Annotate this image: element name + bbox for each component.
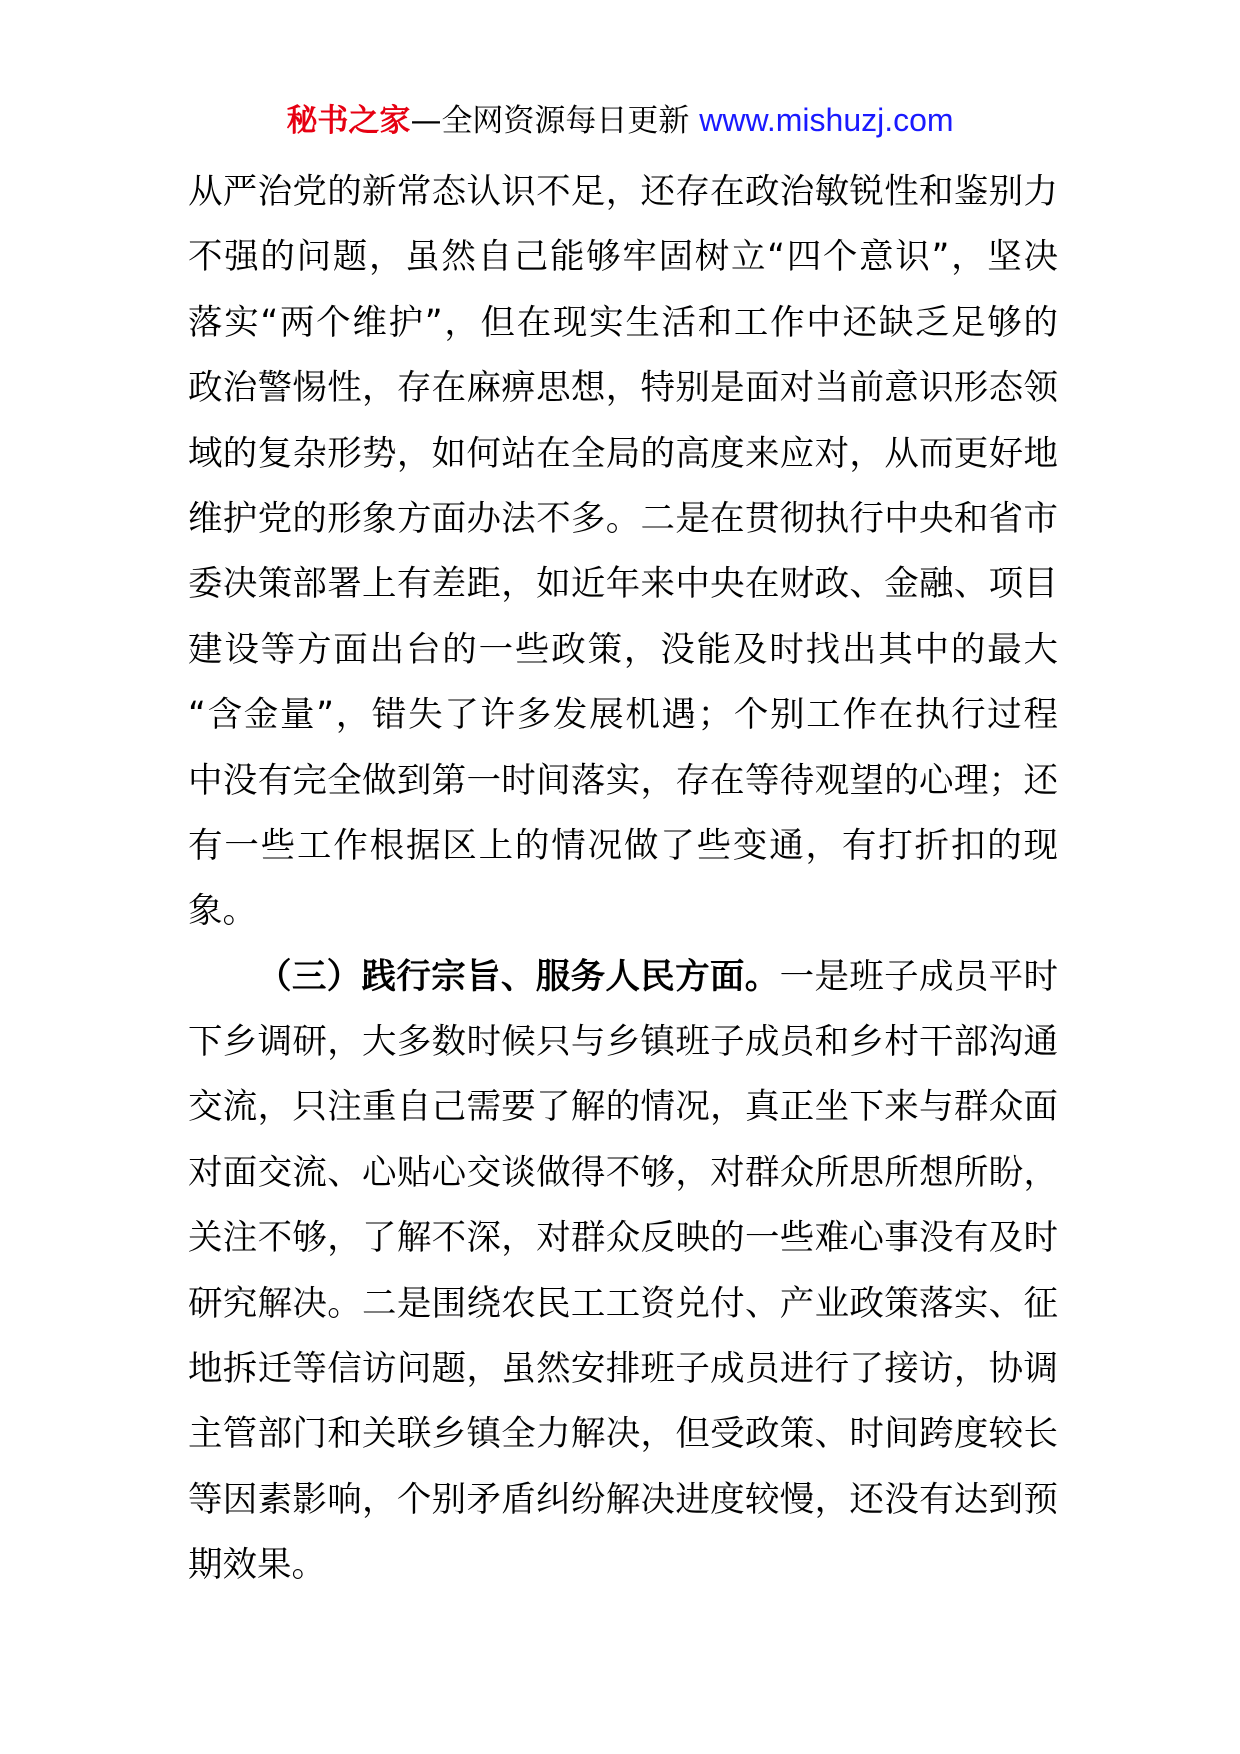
site-url-link[interactable]: www.mishuzj.com <box>699 102 954 138</box>
text-line: 象。 <box>188 891 257 932</box>
text-line: 落实“两个维护”，但在现实生活和工作中还缺乏足够的 <box>188 302 1058 343</box>
text-line: 下乡调研，大多数时候只与乡镇班子成员和乡村干部沟通 <box>188 1022 1058 1063</box>
page-header <box>0 98 1240 143</box>
text-line: 等因素影响，个别矛盾纠纷解决进度较慢，还没有达到预 <box>188 1479 1058 1520</box>
text-line: 主管部门和关联乡镇全力解决，但受政策、时间跨度较长 <box>188 1414 1058 1455</box>
section-first-line <box>188 945 1058 1010</box>
text-line: 政治警惕性，存在麻痹思想，特别是面对当前意识形态领 <box>188 368 1058 409</box>
section-first-line-text: 一是班子成员平时 <box>779 956 1059 997</box>
text-line: 维护党的形象方面办法不多。二是在贯彻执行中央和省市 <box>188 498 1058 539</box>
section-heading: （三）践行宗旨、服务人民方面。 <box>257 956 780 997</box>
brand-name: 秘书之家 <box>286 103 411 139</box>
document-body <box>188 160 1058 1599</box>
text-line: 从严治党的新常态认识不足，还存在政治敏锐性和鉴别力 <box>188 172 1058 212</box>
text-line: 期效果。 <box>188 1545 326 1586</box>
paragraph-section-three <box>188 945 1058 1599</box>
text-line: 不强的问题，虽然自己能够牢固树立“四个意识”，坚决 <box>188 237 1058 278</box>
text-line: 对面交流、心贴心交谈做得不够，对群众所思所想所盼， <box>188 1152 1058 1193</box>
text-line: 有一些工作根据区上的情况做了些变通，有打折扣的现 <box>188 825 1058 866</box>
text-line: 研究解决。二是围绕农民工工资兑付、产业政策落实、征 <box>188 1283 1058 1324</box>
text-line: 地拆迁等信访问题，虽然安排班子成员进行了接访，协调 <box>188 1349 1058 1390</box>
paragraph-continuation <box>188 160 1058 945</box>
header-tagline: —全网资源每日更新 <box>410 103 690 139</box>
text-line: 域的复杂形势，如何站在全局的高度来应对，从而更好地 <box>188 433 1058 474</box>
text-line: 中没有完全做到第一时间落实，存在等待观望的心理；还 <box>188 760 1058 801</box>
text-line: 建设等方面出台的一些政策，没能及时找出其中的最大 <box>188 629 1058 670</box>
text-line: 交流，只注重自己需要了解的情况，真正坐下来与群众面 <box>188 1087 1058 1128</box>
text-line: 委决策部署上有差距，如近年来中央在财政、金融、项目 <box>188 564 1058 605</box>
text-line: 关注不够，了解不深，对群众反映的一些难心事没有及时 <box>188 1218 1058 1259</box>
text-line: “含金量”，错失了许多发展机遇；个别工作在执行过程 <box>188 695 1058 736</box>
